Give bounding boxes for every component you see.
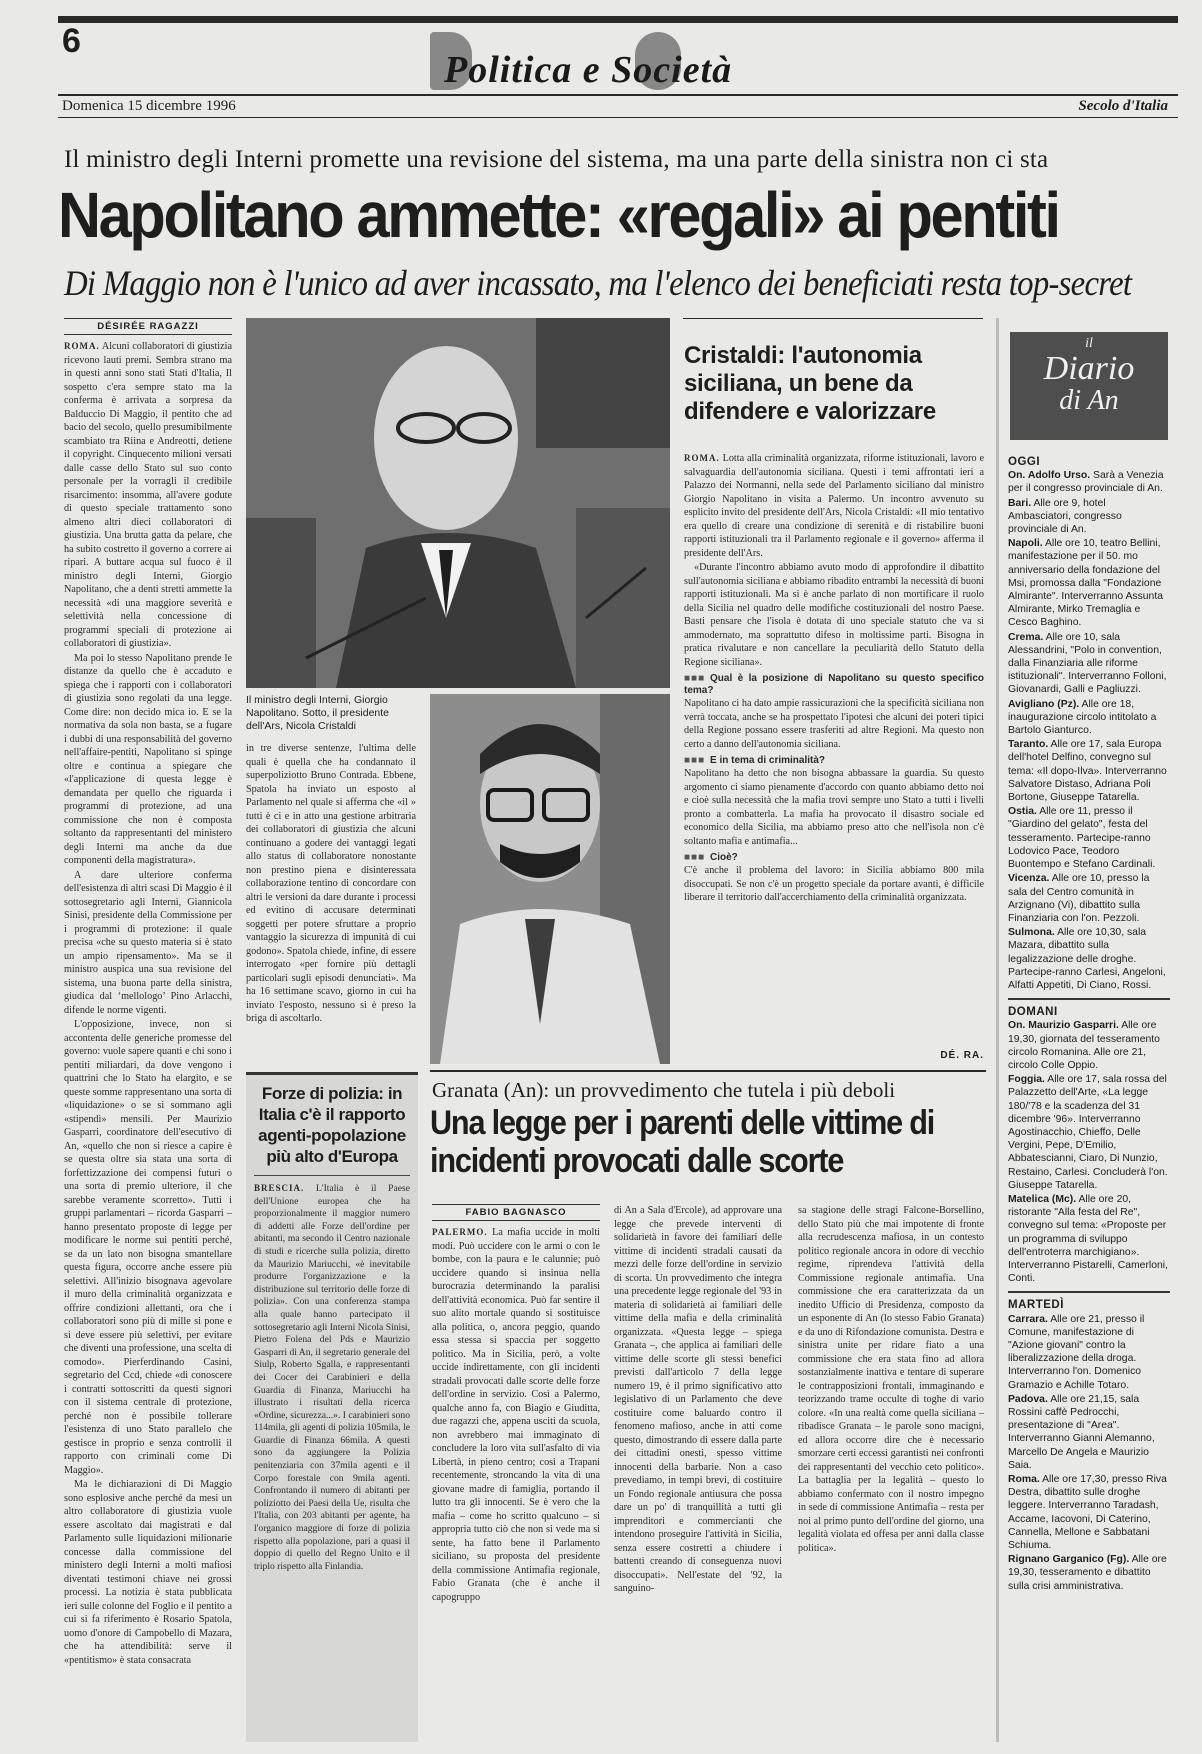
section-title-text: Politica e Società xyxy=(444,49,733,91)
top-bar xyxy=(58,16,1178,23)
cristaldi-question: ■■■ E in tema di criminalità? xyxy=(684,755,826,766)
police-dateline: BRESCIA. xyxy=(254,1183,305,1193)
header-rule xyxy=(58,94,1178,96)
diary-entry: Padova. Alle ore 21,15, sala Rossini caffè Pedrocchi, presentazione di "Area". Interverranno Gianni Alemanno, Marcello De Angela e Maurizio Saia. xyxy=(1008,1393,1155,1471)
header-rule-2 xyxy=(58,117,1178,118)
diary-entry: Avigliano (Pz). Alle ore 18, inaugurazione circolo intitolato a Bartolo Gianturco. xyxy=(1008,698,1157,737)
cristaldi-headline: Cristaldi: l'autonomia siciliana, un bene da difendere e valorizzare xyxy=(684,342,936,425)
diary-entry: Napoli. Alle ore 10, teatro Bellini, manifestazione per il 50. mo anniversario della fondazione del Msi, promossa dalla "Fondazione Almirante". Interverranno Assunta Almirante, Mirko Tremaglia e Cesco Baghino. xyxy=(1008,538,1164,629)
diary-entry: Taranto. Alle ore 17, sala Europa dell'hotel Delfino, convegno sul tema: «Il dopo-Ilva». Interverranno Salvatore Distaso, Adriana Poli Bortone, Giuseppe Tatarella. xyxy=(1008,739,1167,804)
diary-entry: Sulmona. Alle ore 10,30, sala Mazara, dibattito sulla legalizzazione delle droghe. Partecipe-ranno Carlesi, Angeloni, Alfatti Appetiti, Di Ciano, Rossi. xyxy=(1008,927,1166,991)
cristaldi-photo-illustration xyxy=(430,694,670,1064)
photo-caption: Il ministro degli Interni, Giorgio Napolitano. Sotto, il presidente dell'Ars, Nicola Cristaldi xyxy=(246,694,390,732)
main-paragraph: L'opposizione, invece, non si accontenta delle generiche promesse del governo: vuole sapere quanti e chi sono i pentiti miliardari, da dove vengono i quattrini che lo Stato ha elargito, e se queste somme rappresentano una sorta di «liquidazione» o se si sommano agli «stipendi» mensili. Per Maurizio Gasparri, coordinatore dell'esecutivo di An, «quello che non si riesce a capire è se questa oltre sia stata una sorta di forfettizzazione dei compensi futuri o una sorta di premio ulteriore, il che sarebbe veramente scorretto». Tutti i gruppi parlamentari – ricorda Gasparri – hanno presentato proposte di legge per modificare le norme sui pentiti perché, se da un lato non bisogna smantellare questa figura, occorre anche essere più selettivi. All'inizio bisognava agevolare il muro della criminalità organizzata e offrire condizioni allettanti, ora che i collaboratori sono più di mille si pone e si deve essere più selettivi, per evitare che diventi una professione, una scelta di comodo». Pierferdinando Casini, segretario del Ccd, chiede «di conoscere i contratti sottoscritti da questi signori con il sistema centrale di protezione, perché non è possibile tollerare l'esistenza di uno Stato parallelo che gestisce in proprio e senza controlli il rapporto con criminali come Di Maggio». xyxy=(64,1019,232,1476)
diary-entry: Rignano Garganico (Fg). Alle ore 19,30, tesseramento e dibattito sulla crisi amministrativa. xyxy=(1008,1554,1167,1592)
cristaldi-answer: C'è anche il problema del lavoro: in Sicilia abbiamo 800 mila disoccupati. Se non c'è un progetto speciale da portare avanti, è difficile liberare il territorio dall'accerchiamento della criminalità organizzata. xyxy=(684,865,984,903)
granata-col1 xyxy=(432,1226,600,1744)
police-box-headline: Forze di polizia: in Italia c'è il rapporto agenti-popolazione più alto d'Europa xyxy=(258,1084,406,1166)
diary-logo-sub: di An xyxy=(1059,385,1119,416)
granata-text: sa stagione delle stragi Falcone-Borsellino, dello Stato più che mai impotente di fronte alla recrudescenza mafiosa, in un contesto politico regionale ancora in odore di vecchio regime, riprendeva l'attività della Commissione regionale antimafia. Una commissione che era caratterizzata da un inedito Ufficio di Presidenza, composto da un esponente di An (lo stesso Fabio Granata) e da uno di Rifondazione comunista. Destra e sinistra unite per ridare fiato a una commissione che era stata fino ad allora sostanzialmente inattiva e tentare di superare le contrapposizioni frontali, immaginando e teorizzando trame occulte di toghe di vario colore. «In una realtà come quella siciliana – ribadisce Granata – le parole sono macigni, ed allora occorre dire che è necessario smorzare certi eccessi garantisti nei confronti dei rappresentanti del vecchio ceto politico». La battaglia per la legalità – questo lo abbiamo confermato con il nostro impegno in sede di commissione Antimafia – resta per noi al primo punto dell'ordine del giorno, una legalità violata ed offesa per anni dalla classe politica». xyxy=(798,1205,984,1554)
cristaldi-question: ■■■ Qual è la posizione di Napolitano su questo specifico tema? xyxy=(684,673,984,696)
main-headline: Napolitano ammette: «regali» ai pentiti xyxy=(58,179,1059,251)
diary-entry: Ostia. Alle ore 11, presso il "Giardino del gelato", festa del tesseramento. Partecipe-ranno Lodovico Pace, Teodoro Buontempo e Stefano Cardinali. xyxy=(1008,806,1156,871)
diary-logo-main: Diario xyxy=(1043,350,1135,387)
main-paragraph: Ma le dichiarazioni di Di Maggio sono esplosive anche perché da mesi un altro collaboratore di giustizia vuole essere ascoltato dai magistrati e dal Parlamento sulle liquidazioni milionarie concesse dalla commissione del ministero degli Interni a molti mafiosi diventati testimoni chiave nei grossi processi. La notizia è stata pubblicata ieri sulle colonne del Foglio e il pentito a cui si fa riferimento è Rosario Spatola, uomo d'onore di Campobello di Mazara, che ha attendibilità: serve il «pentitismo» è stata consacrata xyxy=(64,1479,232,1666)
diary-entry: Matelica (Mc). Alle ore 20, ristorante "Alla festa del Re", convegno sul tema: «Proposte per un programma di sviluppo dell'entroterra marchigiano». Interverranno Pistarelli, Camerloni, Conti. xyxy=(1008,1193,1168,1285)
diary-entry: Crema. Alle ore 10, sala Alessandrini, "Polo in convention, dalla Finanziaria alle riforme istituzionali". Interverranno Folloni, Giovanardi, Galli e Pagliuzzi. xyxy=(1008,631,1167,696)
main-paragraph: Alcuni collaboratori di giustizia ricevono lauti premi. Sembra strano ma in questi anni sono stati Stati d'Italia, Il sospetto c'era sempre stato ma la conferma è arrivata a sorpresa da Balduccio Di Maggio, il pentito che ad bacio del secolo, quello presumibilmente scambiato tra Riina e Andreotti, detiene il copyright. Cinquecento milioni versati dalle casse dello Stato sul suo conto personale per la vorragli il credibile risarcimento: insomma, all'avere godute di questo speciale trattamento sono almeno altri dieci collaboratori di giustizia. Una brutta gatta da pelare, che ha subito costretto il governo a correre ai ripari. A buttare acqua sul fuoco è il ministro degli Interni, Giorgio Napolitano, che a denti stretti ammette la necessità «di una maggiore severità e selettività nella concessione di programmi speciali di protezione ai collaboratori di giustizia». xyxy=(64,341,232,649)
cristaldi-signature: DÉ. RA. xyxy=(940,1050,984,1061)
granata-text: La mafia uccide in molti modi. Può uccidere con le armi o con le bombe, con la paura e le calunnie; può uccidere quando si insinua nella burocrazia determinando la paralisi dell'attività economica. Può far sentire il suo alito mortale quando si sostituisce alla politica, o, ancora peggio, quando essa stessa si spaccia per soggetto politico. Ma in Sicilia, però, a volte uccide indirettamente, con gli incidenti stradali provocati dalle scorte delle forze dell'ordine in servizio. Così a Palermo, qualche anno fa, con Biagio e Giuditta, due ragazzi che, appena usciti da scuola, non avrebbero mai immaginato di concludere la loro vita sull'asfalto di via Libertà, in pieno centro; così a Trapani recentemente, stroncando la vita di una giovane madre di famiglia, portando il lutto tra gli innocenti. Se è vero che la mafia – come ho scritto qualcuno – si appropria tutto ciò che non si vede ma si sente, ha fatto bene il Parlamento siciliano, su proposta del presidente della commissione Antimafia regionale, Fabio Granata (che è anche il capogruppo xyxy=(432,1227,600,1603)
question-text: E in tema di criminalità? xyxy=(710,755,826,766)
diary-heading: DOMANI xyxy=(1008,1006,1058,1019)
cristaldi-dateline: ROMA. xyxy=(684,453,720,463)
cristaldi-body xyxy=(684,452,984,1034)
page-number: 6 xyxy=(62,22,81,60)
main-byline: DÉSIRÉE RAGAZZI xyxy=(64,318,232,335)
main-article-col1 xyxy=(64,340,232,1742)
diary-column-rule xyxy=(996,318,999,1742)
diary-entry: Roma. Alle ore 17,30, presso Riva Destra, dibattito sulle droghe leggere. Interverranno Taradash, Accame, Iacovoni, Di Caterino, Cannella, Mellone e Sabbatani Schiuma. xyxy=(1008,1474,1167,1552)
diary-entry: Foggia. Alle ore 17, sala rossa del Palazzetto dell'Arte, «La legge 180/'78 e la scadenza del 31 dicembre '96». Interverranno Agostinacchio, Chieffo, Delle Vergini, Pepe, D'Emilio, Abbatescianni, Ciaro, Di Nunzio, Restaino, Carlesi. Concluderà l'on. Giuseppe Tatarella. xyxy=(1008,1074,1168,1191)
diary-heading: OGGI xyxy=(1008,456,1041,468)
diary-logo xyxy=(1010,332,1168,440)
granata-kicker: Granata (An): un provvedimento che tutela i più deboli xyxy=(432,1078,896,1102)
granata-col2 xyxy=(614,1204,782,1744)
police-box-body xyxy=(254,1182,410,1702)
cristaldi-answer: Napolitano ha detto che non bisogna abbassare la guardia. Su questo argomento ci siamo pienamente d'accordo con quanto abbiamo detto noi e cioè sulla necessità che la mafia trovi sempre uno Stato a tutti i livelli pronto a combatterla. La mafia ha provocato il disastro sociale ed economico della Sicilia, ma abbiamo preso atto che nell'isola non c'è soltanto mafia e antimafia... xyxy=(684,768,984,847)
main-kicker: Il ministro degli Interni promette una revisione del sistema, ma una parte della sinistra non ci sta xyxy=(64,146,1049,173)
main-article-col2 xyxy=(246,742,416,1064)
diary-entry: On. Maurizio Gasparri. Alle ore 19,30, giornata del tesseramento circolo Romanina. Alle ore 21, circolo Colle Oppio. xyxy=(1008,1020,1160,1071)
granata-col3 xyxy=(798,1204,984,1744)
cristaldi-rule xyxy=(683,318,983,319)
diary-entry: Bari. Alle ore 9, hotel Ambasciatori, congresso provinciale di An. xyxy=(1008,497,1122,536)
question-text: Qual è la posizione di Napolitano su questo specifico tema? xyxy=(684,673,984,696)
diary-list xyxy=(1008,450,1170,1750)
police-text: L'Italia è il Paese dell'Unione europea che ha proporzionalmente il maggior numero di addetti alle Forze dell'ordine per abitanti, ma secondo il Centro nazionale di studi e ricerche sulla polizia, diretto da Maurizio Mariucchi, «è inevitabile produrre l'organizzazione e la distribuzione sul territorio delle forze di polizia». Con una conferenza stampa alla quale hanno partecipato il sottosegretario agli Interni Nicola Sinisi, Pietro Folena del Pds e Maurizio Gasparri di An, il segretario generale del Siulp, Roberto Sgalla, e rappresentanti dei Cocer dei Carabinieri e della Guardia di Finanza, Mariucchi ha illustrato i risultati della ricerca «Ordine, sicurezza...». I carabinieri sono 114mila, gli agenti di polizia 105mila, le Guardie di Finanza 66mila. A questi sono da aggiungere la Polizia penitenziaria con 37mila agenti e il Corpo forestale con 9mila agenti. Confrontando il numero di abitanti per poliziotto dei Paesi della Ue, risulta che l'Italia, con 203 abitanti per agente, ha l'organico maggiore di forze di polizia rispetto alla popolazione, pari a quasi il doppio di quello del Regno Unito e il triplo rispetto alla Finlandia. xyxy=(254,1183,410,1572)
main-paragraph: Ma poi lo stesso Napolitano prende le distanze da quello che è accaduto e spiega che i rapporti con i collaboratori di giustizia sono regolati da una legge. Come dire: non decido mica io. E se la normativa da sola non basta, se a fugare i dubbi di una responsabilità del governo nell'affaire-pentiti, Napolitano si spinge oltre e continua a spiegare che «l'applicazione di questa legge è demandata per quello che riguarda i programmi di protezione, ad una commissione che non è composta soltanto da rappresentanti del ministero degli Interni ma anche da due componenti della magistratura». xyxy=(64,652,232,866)
cristaldi-answer: Napolitano ci ha dato ampie rassicurazioni che la specificità siciliana non verrà toccata, anche se ha prospettato l'ipotesi che alcuni dei poteri tipici della Regione possano essere trasferiti ad altre Regioni. Ma questo non certo a danno dell'autonomia siciliana. xyxy=(684,698,984,750)
police-box xyxy=(246,1072,418,1742)
main-subheadline: Di Maggio non è l'unico ad aver incassato, ma l'elenco dei beneficiati resta top-secret xyxy=(64,263,1132,303)
newspaper-name: Secolo d'Italia xyxy=(1078,98,1168,114)
main-dateline: ROMA. xyxy=(64,341,100,351)
diary-logo-small: il xyxy=(1085,336,1093,351)
diary-entry: Carrara. Alle ore 21, presso il Comune, manifestazione di "Azione giovani" contro la liberalizzazione della droga. Interverranno l'on. Domenico Gramazio e Achille Totaro. xyxy=(1008,1313,1145,1391)
main-paragraph: in tre diverse sentenze, l'ultima delle quali è quella che ha condannato il superpoliziotto Bruno Contrada. Ebbene, Spatola ha inviato un esposto al Parlamento nel quale si afferma che «il » tutti è ci e in atto una gestione arbitraria dei collaboratori di giustizia che alcuni continuano a godere dei vantaggi legati allo status di collaboratore nonostante non prestino piena e disinteressata collaborazione tentino di concordare con altri le versioni da dare durante i processi ed evitino di accusare determinati soggetti per potere sfruttare a proprio vantaggio la sicurezza di impunità di cui godono». Spatola chiede, infine, di essere interrogato «per fornire più dettagli particolari sugli episodi denunciati». Ma ha 16 settimane scavo, giorno in cui ha inviato l'esposto, nessuno si è preso la briga di ascoltarlo. xyxy=(246,743,416,1024)
question-text: Cioè? xyxy=(710,852,738,863)
granata-headline: Una legge per i parenti delle vittime di incidenti provocati dalle scorte xyxy=(430,1104,935,1180)
main-paragraph: A dare ulteriore conferma dell'esistenza di altri scasi Di Maggio è il sottosegretario agli Interni, Giannicola Sinisi, presidente della Commissione per i programmi di protezione: il quale precisa «che su questo materia si è stato un ampio ripensamento». Ma se il ministro auspica una sua revisione del sistema, una buona parte della sinistra, giudica dal ‘mellologo’ Pino Arlacchi, difende le norme vigenti. xyxy=(64,869,232,1016)
cristaldi-paragraph: Lotta alla criminalità organizzata, riforme istituzionali, lavoro e salvaguardia dell'autonomia siciliana. Questi i temi affrontati ieri a Palazzo dei Normanni, nella sede del Parlamento siciliano dal ministro Giorgio Napolitano in visita a Palermo. Un incontro avvenuto su esplicito invito del presidente dell'Ars, Nicola Cristaldi: «Il mio tentativo era quello di creare una condizione di serenità e di ristabilire buoni rapporti istituzionali tra il Parlamento regionale e il governo» afferma il presidente dell'Ars. xyxy=(684,453,984,559)
diary-heading: MARTEDÌ xyxy=(1008,1299,1064,1312)
cristaldi-photo xyxy=(430,694,670,1064)
napolitano-photo-illustration xyxy=(246,318,670,688)
section-title xyxy=(430,26,810,96)
cristaldi-paragraph: «Durante l'incontro abbiamo avuto modo di approfondire il dibattito sull'autonomia siciliana e abbiamo ribadito entrambi la necessità di buoni rapporti istituzionali. Ma si è anche parlato di non mortificare il ruolo della Sicilia nel quadro delle modifiche costituzionali del nostro Paese. Basti pensare che l'isola è dotata di uno speciale statuto che va sì ammodernato, ma soprattutto difeso in moltissime parti. Bisogna in pratica rivalutare e non cancellare la peculiarità dello Statuto della Regione siciliana». xyxy=(684,562,984,668)
granata-text: di An a Sala d'Ercole), ad approvare una legge che prevede interventi di solidarietà in favore dei familiari delle vittime di incidenti stradali causati da mezzi delle forze dell'ordine in servizio di scorta. Un provvedimento che integra una precedente legge regionale del '93 in materia di solidarietà ai familiari delle vittime della mafia e della criminalità organizzata. «Questa legge – spiega Granata –, che applica ai familiari delle vittime delle scorte gli stessi benefici previsti dall'articolo 7 della legge numero 19, è il primo significativo atto legislativo di un Parlamento che deve costituire come baluardo contro il fenomeno mafioso, anche in atti come questo, dimostrando di essere dalla parte dei cittadini onesti, spesso vittime innocenti della barbarie. Non a caso prevediamo, in tempi brevi, di costituire un Fondo regionale antiusura che possa dare un po' di tranquillità a tutti gli imprenditori e commercianti che intendono proseguire l'attività in Sicilia, senza essere costretti a chiudere i battenti creando di conseguenza nuovi disoccupati». Nell'estate del '92, la sanguino- xyxy=(614,1205,782,1594)
diary-entry: Vicenza. Alle ore 10, presso la sala del Centro comunità in Arzignano (Vi), dibattito sulla Finanziaria con l'on. Pezzoli. xyxy=(1008,873,1150,924)
cristaldi-question: ■■■ Cioè? xyxy=(684,852,738,863)
granata-rule xyxy=(430,1070,986,1072)
granata-dateline: PALERMO. xyxy=(432,1227,488,1237)
napolitano-photo xyxy=(246,318,670,688)
issue-date: Domenica 15 dicembre 1996 xyxy=(62,98,236,114)
granata-byline: FABIO BAGNASCO xyxy=(432,1204,600,1221)
diary-entry: On. Adolfo Urso. Sarà a Venezia per il congresso provinciale di An. xyxy=(1008,470,1164,495)
